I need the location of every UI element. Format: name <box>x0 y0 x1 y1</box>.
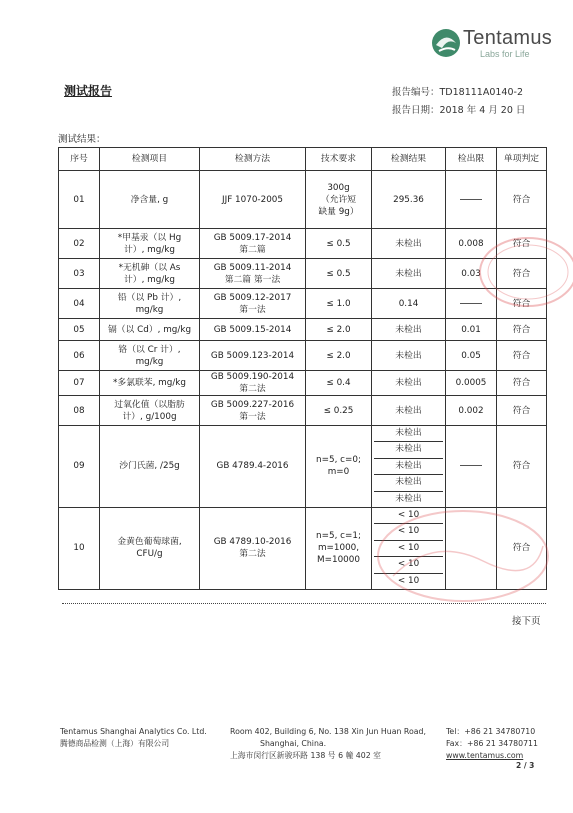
cell-verdict: 符合 <box>497 507 547 589</box>
page-title: 测试报告 <box>64 84 113 98</box>
cell-requirement: ≤ 1.0 <box>306 289 372 319</box>
cell-result: < 10 <box>374 508 443 524</box>
company-en: Tentamus Shanghai Analytics Co. Ltd. <box>60 727 207 736</box>
table-header-row <box>59 148 547 171</box>
cell-result: 未检出 <box>372 341 446 371</box>
cell-result: < 10 <box>374 557 443 573</box>
cell-verdict: 符合 <box>497 171 547 229</box>
cell-item: 过氧化值（以脂肪 计）, g/100g <box>100 396 200 426</box>
table-row <box>59 426 547 508</box>
company-cn: 腾德商品检测（上海）有限公司 <box>60 739 170 748</box>
cell-result: 未检出 <box>372 319 446 341</box>
address-en-2: Shanghai, China. <box>260 739 327 748</box>
report-date: 报告日期：2018 年 4 月 20 日 <box>392 105 526 116</box>
address-en-1: Room 402, Building 6, No. 138 Xin Jun Huan Road, <box>230 727 426 736</box>
cell-result: 未检出 <box>374 426 443 442</box>
cell-no: 06 <box>59 341 100 371</box>
cell-result: 未检出 <box>372 371 446 396</box>
cell-no: 05 <box>59 319 100 341</box>
cell-verdict: 符合 <box>497 289 547 319</box>
cell-item: 镉（以 Cd）, mg/kg <box>100 319 200 341</box>
cell-verdict: 符合 <box>497 396 547 426</box>
cell-no: 04 <box>59 289 100 319</box>
continue-label: 接下页 <box>512 616 541 627</box>
cell-no: 02 <box>59 229 100 259</box>
cell-no: 01 <box>59 171 100 229</box>
cell-requirement: ≤ 2.0 <box>306 319 372 341</box>
cell-item: *无机砷（以 As 计）, mg/kg <box>100 259 200 289</box>
col-header: 序号 <box>59 148 100 171</box>
results-label: 测试结果： <box>58 134 106 145</box>
fax: Fax：+86 21 34780711 <box>446 739 538 748</box>
cell-method: GB 5009.17-2014 第二篇 <box>200 229 306 259</box>
dash-mark <box>460 199 482 200</box>
cell-limit: 0.0005 <box>446 371 497 396</box>
cell-result: 未检出 <box>395 493 422 504</box>
table-row <box>59 171 547 229</box>
cell-no: 08 <box>59 396 100 426</box>
cell-result: 0.14 <box>372 289 446 319</box>
table-row <box>59 341 547 371</box>
cell-requirement: ≤ 0.25 <box>306 396 372 426</box>
cell-method: GB 4789.4-2016 <box>200 426 306 508</box>
footer-address <box>230 726 426 762</box>
inspection-seal-stamp <box>468 232 573 312</box>
cell-verdict: 符合 <box>497 426 547 508</box>
cell-limit: 0.01 <box>446 319 497 341</box>
cell-item: 金黄色葡萄球菌, CFU/g <box>100 507 200 589</box>
cell-method: GB 5009.227-2016 第一法 <box>200 396 306 426</box>
cell-method: GB 5009.190-2014 第二法 <box>200 371 306 396</box>
website-link[interactable]: www.tentamus.com <box>446 751 524 760</box>
divider <box>62 603 546 604</box>
cell-requirement: n=5, c=1; m=1000, M=10000 <box>306 507 372 589</box>
cell-result: 未检出 <box>372 259 446 289</box>
cell-requirement: ≤ 0.5 <box>306 229 372 259</box>
cell-requirement: 300g （允许短 缺量 9g） <box>306 171 372 229</box>
dash-mark <box>460 465 482 466</box>
cell-limit: 0.03 <box>446 259 497 289</box>
cell-no: 07 <box>59 371 100 396</box>
cell-result: < 10 <box>397 575 420 586</box>
address-cn: 上海市闵行区新骏环路 138 号 6 幢 402 室 <box>230 751 381 760</box>
cell-requirement: ≤ 0.4 <box>306 371 372 396</box>
cell-method: GB 4789.10-2016 第二法 <box>200 507 306 589</box>
cell-result: 未检出 <box>372 229 446 259</box>
cell-limit <box>446 171 497 229</box>
cell-method: GB 5009.15-2014 <box>200 319 306 341</box>
col-header: 检测结果 <box>372 148 446 171</box>
cell-limit <box>446 426 497 508</box>
cell-result: 未检出 <box>374 475 443 491</box>
cell-no: 09 <box>59 426 100 508</box>
cell-verdict: 符合 <box>497 259 547 289</box>
col-header: 检出限 <box>446 148 497 171</box>
cell-result: < 10 <box>374 524 443 540</box>
cell-method: JJF 1070-2005 <box>200 171 306 229</box>
cell-result-list <box>372 426 446 508</box>
cell-requirement: ≤ 0.5 <box>306 259 372 289</box>
cell-requirement: ≤ 2.0 <box>306 341 372 371</box>
cell-item: *多氯联苯, mg/kg <box>100 371 200 396</box>
cell-verdict: 符合 <box>497 371 547 396</box>
table-row <box>59 396 547 426</box>
cell-method: GB 5009.123-2014 <box>200 341 306 371</box>
cell-requirement: n=5, c=0; m=0 <box>306 426 372 508</box>
cell-no: 03 <box>59 259 100 289</box>
cell-item: 净含量, g <box>100 171 200 229</box>
cell-limit: 0.008 <box>446 229 497 259</box>
cell-result: 未检出 <box>374 459 443 475</box>
tel: Tel：+86 21 34780710 <box>446 727 536 736</box>
cell-result: 未检出 <box>372 396 446 426</box>
company-seal-stamp <box>373 506 553 606</box>
cell-result: < 10 <box>374 541 443 557</box>
table-row <box>59 371 547 396</box>
cell-result: 295.36 <box>372 171 446 229</box>
col-header: 单项判定 <box>497 148 547 171</box>
footer-company <box>60 726 207 750</box>
footer-contact <box>446 726 538 762</box>
cell-verdict: 符合 <box>497 319 547 341</box>
cell-method: GB 5009.12-2017 第一法 <box>200 289 306 319</box>
cell-method: GB 5009.11-2014 第二篇 第一法 <box>200 259 306 289</box>
col-header: 检测项目 <box>100 148 200 171</box>
cell-limit: 0.05 <box>446 341 497 371</box>
brand-name: Tentamus <box>463 27 553 49</box>
col-header: 技术要求 <box>306 148 372 171</box>
brand-tagline: Labs for Life <box>480 49 530 59</box>
col-header: 检测方法 <box>200 148 306 171</box>
cell-item: 铬（以 Cr 计）, mg/kg <box>100 341 200 371</box>
page-number: 2 / 3 <box>516 761 535 770</box>
cell-limit: 0.002 <box>446 396 497 426</box>
table-row <box>59 319 547 341</box>
report-number: 报告编号：TD18111A0140-2 <box>392 87 523 98</box>
cell-result: 未检出 <box>374 442 443 458</box>
cell-item: *甲基汞（以 Hg 计）, mg/kg <box>100 229 200 259</box>
cell-verdict: 符合 <box>497 229 547 259</box>
cell-item: 沙门氏菌, /25g <box>100 426 200 508</box>
cell-verdict: 符合 <box>497 341 547 371</box>
cell-no: 10 <box>59 507 100 589</box>
cell-item: 铅（以 Pb 计）, mg/kg <box>100 289 200 319</box>
